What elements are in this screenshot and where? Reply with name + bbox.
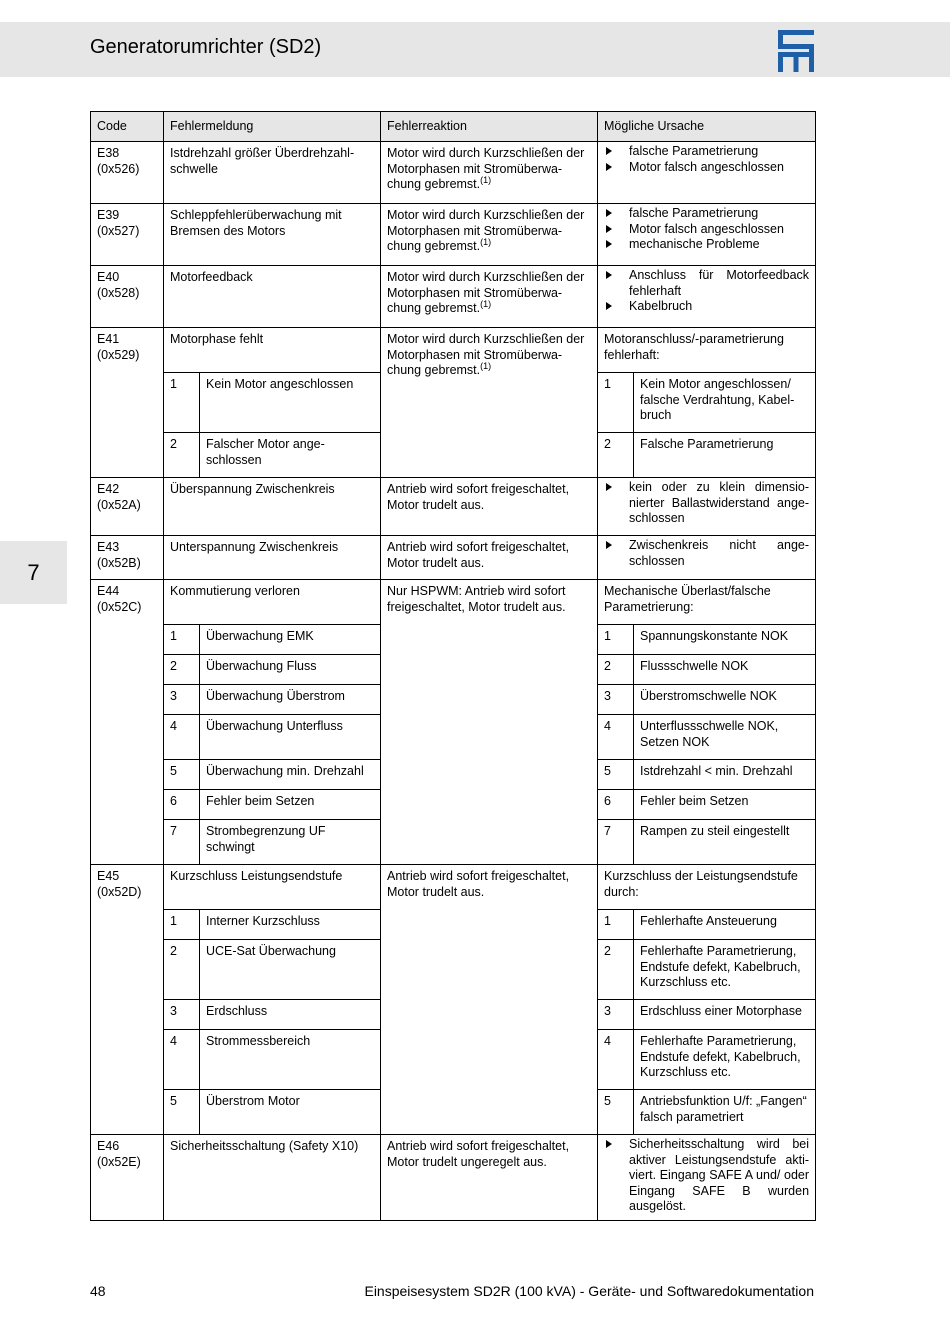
sub-message: Falscher Motor angeschlossen	[200, 433, 381, 478]
sub-number: 1	[164, 373, 200, 433]
list-item: falsche Parametrierung	[604, 206, 809, 222]
bullet-arrow-icon	[606, 240, 612, 248]
bullet-arrow-icon	[606, 541, 612, 549]
sub-message: Strombegrenzung UF schwingt	[200, 820, 381, 865]
sub-message: Strommessbereich	[200, 1030, 381, 1090]
sub-number: 2	[598, 655, 634, 685]
cause-cell: Mechanische Überlast/falsche Parametrierung:	[598, 580, 816, 625]
header-cause: Mögliche Ursache	[598, 112, 816, 142]
footer-doc-title: Einspeisesystem SD2R (100 kVA) - Geräte- und Softwaredokumentation	[364, 1283, 814, 1299]
sub-message: Erdschluss	[200, 1000, 381, 1030]
sub-number: 5	[164, 1090, 200, 1135]
message-cell: Unterspannung Zwischenkreis	[164, 536, 381, 580]
bullet-arrow-icon	[606, 163, 612, 171]
sub-number: 1	[598, 373, 634, 433]
message-cell: Sicherheitsschaltung (Safety X10)	[164, 1135, 381, 1221]
sub-number: 2	[598, 433, 634, 478]
cause-cell: Motoranschluss/-parametrierung fehlerhaft:	[598, 328, 816, 373]
sub-cause: Fehlerhafte Parametrierung, Endstufe defekt, Kabelbruch, Kurzschluss etc.	[634, 940, 816, 1000]
sub-number: 3	[598, 685, 634, 715]
bullet-arrow-icon	[606, 209, 612, 217]
table-row	[91, 1135, 816, 1221]
sub-cause: Spannungskonstante NOK	[634, 625, 816, 655]
code-cell: E43 (0x52B)	[91, 536, 164, 580]
page-number: 48	[90, 1283, 106, 1299]
bullet-arrow-icon	[606, 483, 612, 491]
list-item: Motor falsch angeschlossen	[604, 222, 809, 238]
sub-cause: Antriebsfunktion U/f: „Fangen“ falsch parametriert	[634, 1090, 816, 1135]
chapter-tab	[0, 541, 67, 604]
sub-cause: Fehlerhafte Ansteuerung	[634, 910, 816, 940]
sub-message: Überwachung Fluss	[200, 655, 381, 685]
cause-cell	[598, 204, 816, 266]
reaction-cell: Motor wird durch Kurzschließen der Motorphasen mit Stromüberwachung gebremst.$^{(1)}$	[381, 204, 598, 266]
sub-number: 2	[164, 433, 200, 478]
bullet-arrow-icon	[606, 1140, 612, 1148]
sub-cause: Rampen zu steil eingestellt	[634, 820, 816, 865]
header-reaction: Fehlerreaktion	[381, 112, 598, 142]
reaction-cell: Nur HSPWM: Antrieb wird sofort freigeschaltet, Motor trudelt aus.	[381, 580, 598, 865]
sub-cause: Istdrehzahl < min. Drehzahl	[634, 760, 816, 790]
chapter-number: 7	[27, 559, 40, 585]
table-row	[91, 865, 816, 910]
cause-cell	[598, 1135, 816, 1221]
sub-number: 7	[598, 820, 634, 865]
sub-number: 3	[598, 1000, 634, 1030]
sub-cause: Fehlerhafte Parametrierung, Endstufe defekt, Kabelbruch, Kurzschluss etc.	[634, 1030, 816, 1090]
code-cell: E38 (0x526)	[91, 142, 164, 204]
message-cell: Kurzschluss Leistungsendstufe	[164, 865, 381, 910]
reaction-cell: Motor wird durch Kurzschließen der Motorphasen mit Stromüberwachung gebremst.$^{(1)}$	[381, 328, 598, 478]
sub-cause: Fehler beim Setzen	[634, 790, 816, 820]
code-cell: E45 (0x52D)	[91, 865, 164, 1135]
sub-number: 3	[164, 1000, 200, 1030]
sub-number: 4	[598, 1030, 634, 1090]
list-item: Anschluss für Motorfeedback fehlerhaft	[604, 268, 809, 299]
header-code: Code	[91, 112, 164, 142]
sub-number: 3	[164, 685, 200, 715]
reaction-cell: Antrieb wird sofort freigeschaltet, Motor trudelt ungeregelt aus.	[381, 1135, 598, 1221]
sub-number: 7	[164, 820, 200, 865]
sub-message: Fehler beim Setzen	[200, 790, 381, 820]
list-item: Motor falsch angeschlossen	[604, 160, 809, 176]
code-cell: E40 (0x528)	[91, 266, 164, 328]
cause-cell	[598, 142, 816, 204]
sub-message: Überstrom Motor	[200, 1090, 381, 1135]
code-cell: E44 (0x52C)	[91, 580, 164, 865]
table-row	[91, 478, 816, 536]
sub-message: Überwachung Überstrom	[200, 685, 381, 715]
message-cell: Kommutierung verloren	[164, 580, 381, 625]
cause-cell	[598, 478, 816, 536]
bullet-arrow-icon	[606, 225, 612, 233]
table-row	[91, 536, 816, 580]
header-message: Fehlermeldung	[164, 112, 381, 142]
code-cell: E41 (0x529)	[91, 328, 164, 478]
sub-message: Interner Kurzschluss	[200, 910, 381, 940]
sub-message: Überwachung EMK	[200, 625, 381, 655]
sub-number: 5	[598, 1090, 634, 1135]
message-cell: Schleppfehlerüberwachung mit Bremsen des Motors	[164, 204, 381, 266]
sub-number: 5	[164, 760, 200, 790]
code-cell: E42 (0x52A)	[91, 478, 164, 536]
sub-cause: Überstromschwelle NOK	[634, 685, 816, 715]
message-cell: Motorphase fehlt	[164, 328, 381, 373]
sub-number: 4	[164, 1030, 200, 1090]
code-cell: E39 (0x527)	[91, 204, 164, 266]
sub-number: 1	[598, 910, 634, 940]
sub-cause: Kein Motor angeschlossen/ falsche Verdrahtung, Kabelbruch	[634, 373, 816, 433]
cause-cell	[598, 536, 816, 580]
reaction-cell: Motor wird durch Kurzschließen der Motorphasen mit Stromüberwachung gebremst.$^{(1)}$	[381, 266, 598, 328]
company-logo-icon	[776, 30, 816, 72]
table-row	[91, 580, 816, 625]
sub-number: 1	[598, 625, 634, 655]
sub-cause: Flussschwelle NOK	[634, 655, 816, 685]
sub-message: Überwachung min. Drehzahl	[200, 760, 381, 790]
list-item: kein oder zu klein dimensionierter Ballastwiderstand angeschlossen	[604, 480, 809, 527]
cause-cell	[598, 266, 816, 328]
table-row	[91, 142, 816, 204]
list-item: Zwischenkreis nicht angeschlossen	[604, 538, 809, 569]
error-table	[90, 111, 816, 1221]
sub-number: 1	[164, 625, 200, 655]
list-item: mechanische Probleme	[604, 237, 809, 253]
bullet-arrow-icon	[606, 147, 612, 155]
sub-number: 2	[598, 940, 634, 1000]
table-header-row	[91, 112, 816, 142]
sub-number: 1	[164, 910, 200, 940]
sub-message: UCE-Sat Überwachung	[200, 940, 381, 1000]
reaction-cell: Antrieb wird sofort freigeschaltet, Motor trudelt aus.	[381, 478, 598, 536]
sub-number: 6	[598, 790, 634, 820]
sub-message: Überwachung Unterfluss	[200, 715, 381, 760]
reaction-cell: Antrieb wird sofort freigeschaltet, Motor trudelt aus.	[381, 536, 598, 580]
sub-number: 6	[164, 790, 200, 820]
reaction-cell: Motor wird durch Kurzschließen der Motorphasen mit Stromüberwachung gebremst.$^{(1)}$	[381, 142, 598, 204]
page-title: Generatorumrichter (SD2)	[90, 36, 322, 58]
code-cell: E46 (0x52E)	[91, 1135, 164, 1221]
sub-number: 4	[598, 715, 634, 760]
list-item: Sicherheitsschaltung wird bei aktiver Leistungsendstufe aktiviert. Eingang SAFE A und/ oder Eingang SAFE B wurden ausgelöst.	[604, 1137, 809, 1215]
sub-number: 5	[598, 760, 634, 790]
bullet-arrow-icon	[606, 302, 612, 310]
bullet-arrow-icon	[606, 271, 612, 279]
sub-number: 2	[164, 940, 200, 1000]
list-item: Kabelbruch	[604, 299, 809, 315]
table-row	[91, 266, 816, 328]
sub-number: 4	[164, 715, 200, 760]
message-cell: Istdrehzahl größer Überdrehzahlschwelle	[164, 142, 381, 204]
sub-cause: Erdschluss einer Motorphase	[634, 1000, 816, 1030]
message-cell: Motorfeedback	[164, 266, 381, 328]
reaction-cell: Antrieb wird sofort freigeschaltet, Motor trudelt aus.	[381, 865, 598, 1135]
table-row	[91, 328, 816, 373]
message-cell: Überspannung Zwischenkreis	[164, 478, 381, 536]
sub-cause: Falsche Parametrierung	[634, 433, 816, 478]
sub-cause: Unterflussschwelle NOK, Setzen NOK	[634, 715, 816, 760]
list-item: falsche Parametrierung	[604, 144, 809, 160]
cause-cell: Kurzschluss der Leistungsendstufe durch:	[598, 865, 816, 910]
sub-message: Kein Motor angeschlossen	[200, 373, 381, 433]
sub-number: 2	[164, 655, 200, 685]
table-row	[91, 204, 816, 266]
